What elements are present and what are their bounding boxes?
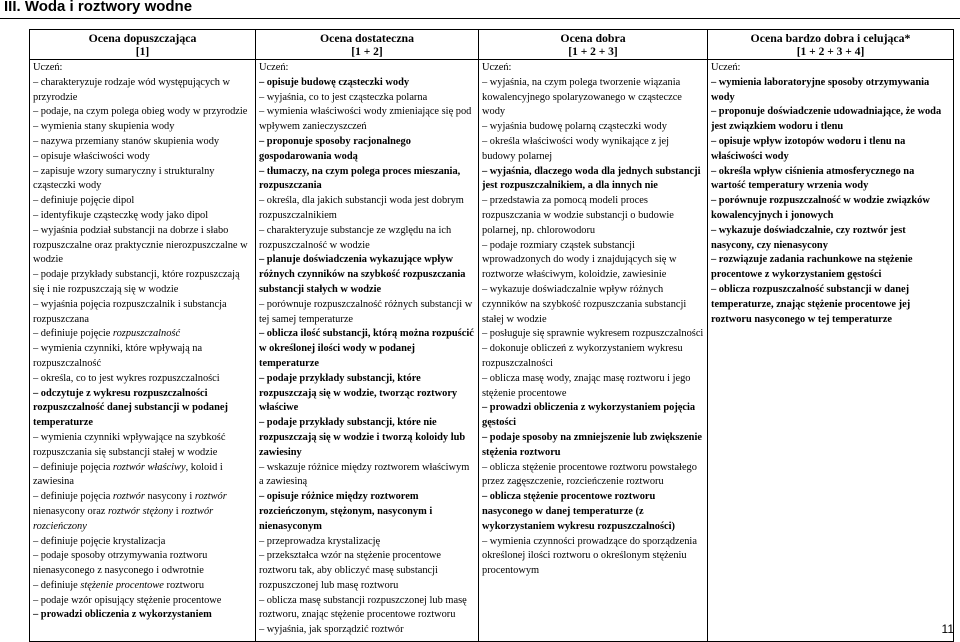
requirement-text: – wskazuje różnice między roztworem właściwym a zawiesiną	[259, 461, 470, 488]
column-header-title: Ocena dobra	[560, 30, 626, 45]
requirement-text: – posługuje się sprawnie wykresem rozpuszczalności	[482, 328, 704, 340]
title-divider	[0, 18, 960, 19]
requirement-item	[33, 608, 253, 623]
page-number: 11	[941, 622, 954, 636]
requirements-list	[711, 76, 951, 328]
column-header-levels: [1 + 2]	[351, 45, 383, 58]
requirement-text: – dokonuje obliczeń z wykorzystaniem wykresu rozpuszczalności	[482, 343, 683, 369]
requirement-item	[482, 135, 705, 165]
requirement-text: – wyjaśnia pojęcia rozpuszczalnik i substancja rozpuszczana	[33, 298, 227, 325]
column-header-title: Ocena bardzo dobra i celująca*	[750, 30, 911, 45]
column-header-title: Ocena dopuszczająca	[88, 30, 197, 45]
requirement-item	[259, 253, 476, 297]
requirement-text: stężenie procentowe	[80, 579, 164, 591]
requirement-item	[711, 76, 951, 106]
requirement-text: – definiuje pojęcie	[33, 328, 113, 340]
requirement-text: – odczytuje z wykresu rozpuszczalności rozpuszczalność danej substancji w podanej temperaturze	[33, 387, 228, 429]
requirement-text: – definiuje	[33, 579, 81, 591]
requirement-item	[259, 165, 476, 195]
requirements-cell-dostateczna	[256, 60, 479, 642]
requirement-text: – przeprowadza krystalizację	[259, 535, 381, 547]
header-grade-dostateczna	[256, 30, 479, 60]
requirement-text: – identyfikuje cząsteczkę wody jako dipol	[33, 209, 209, 221]
requirement-item	[259, 623, 476, 638]
requirement-item	[482, 165, 705, 195]
requirement-text: – opisuje właściwości wody	[33, 150, 150, 162]
requirement-item	[33, 594, 253, 609]
requirement-item	[482, 120, 705, 135]
requirement-item	[259, 298, 476, 328]
requirement-text: – wymienia czynniki wpływające na szybkość rozpuszczania się substancji stałej w wodzie	[33, 431, 226, 458]
requirement-text: – określa, co to jest wykres rozpuszczalności	[33, 372, 220, 384]
requirement-text: – wyjaśnia, co to jest cząsteczka polarna	[259, 91, 428, 103]
requirement-text: – określa wpływ ciśnienia atmosferycznego na wartość temperatury wrzenia wody	[711, 165, 915, 192]
requirement-text: – podaje przykłady substancji, które nie rozpuszczają się w wodzie i tworzą koloidy lub zawiesiny	[259, 417, 466, 458]
requirement-item	[33, 490, 253, 534]
header-grade-dopuszczajaca	[30, 30, 256, 60]
requirement-item	[33, 549, 253, 579]
requirement-item	[482, 76, 705, 120]
grade-requirements-table	[29, 29, 954, 642]
cell-intro: Uczeń:	[259, 62, 289, 73]
requirement-text: – tłumaczy, na czym polega proces mieszania, rozpuszczania	[259, 165, 461, 192]
requirement-text: – wyjaśnia, na czym polega tworzenie wiązania kowalencyjnego spolaryzowanego w cząsteczce wody	[482, 76, 682, 118]
requirement-item	[482, 327, 705, 342]
requirement-text: – definiuje pojęcia	[33, 461, 113, 473]
requirement-item	[33, 387, 253, 431]
requirement-item	[259, 224, 476, 254]
requirement-item	[711, 283, 951, 327]
requirement-text: roztwór stężony	[108, 505, 174, 517]
requirement-item	[482, 461, 705, 491]
requirement-text: – rozwiązuje zadania rachunkowe na stężenie procentowe z wykorzystaniem gęstości	[711, 254, 913, 281]
requirement-text: – prowadzi obliczenia z wykorzystaniem	[33, 609, 212, 621]
requirement-item	[482, 490, 705, 534]
requirement-item	[33, 150, 253, 165]
requirement-text: – przekształca wzór na stężenie procentowe roztworu tak, aby obliczyć masę substancji rozpuszczonej lub masę roztworu	[259, 550, 442, 591]
requirement-text: – porównuje rozpuszczalność w wodzie związków kowalencyjnych i jonowych	[711, 195, 930, 221]
requirement-item	[482, 239, 705, 283]
requirement-text: – oblicza rozpuszczalność substancji w danej temperaturze, znając stężenie procentowe jej roztworu nasyconego w tej temperaturze	[711, 283, 911, 325]
requirement-text: – oblicza ilość substancji, którą można rozpuścić w określonej ilości wody w podanej temperaturze	[259, 328, 474, 369]
requirement-item	[482, 535, 705, 579]
requirement-item	[711, 253, 951, 283]
requirement-text: – oblicza masę substancji rozpuszczonej lub masę roztworu, znając stężenie procentowe roztworu	[259, 594, 467, 621]
requirement-text: – wyjaśnia budowę polarną cząsteczki wody	[482, 121, 667, 133]
requirement-text: – wykazuje doświadczalnie wpływ różnych czynników na szybkość rozpuszczania substancji stałej w wodzie	[482, 283, 687, 325]
requirement-text: – proponuje doświadczenie udowadniające, że woda jest związkiem wodoru i tlenu	[711, 106, 942, 133]
requirement-item	[33, 579, 253, 594]
requirement-item	[33, 372, 253, 387]
requirement-item	[33, 120, 253, 135]
section-title: III. Woda i roztwory wodne	[4, 0, 193, 15]
requirement-item	[482, 372, 705, 402]
requirement-item	[33, 209, 253, 224]
requirement-text: – określa, dla jakich substancji woda jest dobrym rozpuszczalnikiem	[259, 195, 464, 221]
requirement-text: – porównuje rozpuszczalność różnych substancji w tej samej temperaturze	[259, 298, 473, 325]
header-grade-bardzo-dobra	[708, 30, 954, 60]
requirement-text: – przedstawia za pomocą modeli proces rozpuszczania w wodzie substancji o budowie polarnej, np. chlorowodoru	[482, 195, 674, 236]
requirement-text: – oblicza masę wody, znając masę roztworu i jego stężenie procentowe	[482, 372, 691, 399]
requirement-item	[711, 194, 951, 224]
requirement-text: – wymienia stany skupienia wody	[33, 121, 175, 133]
cell-intro: Uczeń:	[33, 62, 63, 73]
requirements-cell-bardzo-dobra	[708, 60, 954, 642]
requirement-text: – podaje sposoby otrzymywania roztworu nienasyconego z nasyconego i odwrotnie	[33, 550, 208, 577]
requirement-text: – opisuje wpływ izotopów wodoru i tlenu na właściwości wody	[711, 135, 906, 162]
requirement-text: roztwór rozcieńczony	[33, 505, 214, 532]
requirement-item	[711, 105, 951, 135]
requirement-text: – oblicza stężenie procentowe roztworu powstałego przez zagęszczenie, rozcieńczenie roztworu	[482, 461, 697, 488]
requirement-text: – wymienia właściwości wody zmieniające się pod wpływem zanieczyszczeń	[259, 106, 472, 133]
header-grade-dobra	[479, 30, 708, 60]
requirement-text: – definiuje pojęcie dipol	[33, 195, 135, 207]
requirement-text: – podaje przykłady substancji, które rozpuszczają się i nie rozpuszczają się w wodzie	[33, 269, 240, 295]
requirement-text: – podaje rozmiary cząstek substancji wprowadzonych do wody i znajdujących się w roztworze właściwym, koloidzie, zawiesinie	[482, 239, 677, 281]
requirements-list	[33, 76, 253, 623]
requirement-item	[482, 194, 705, 238]
requirement-text: – oblicza stężenie procentowe roztworu nasyconego w danej temperaturze (z wykorzystaniem wykresu rozpuszczalności)	[482, 491, 675, 532]
requirement-text: – planuje doświadczenia wykazujące wpływ różnych czynników na szybkość rozpuszczania substancji stałych w wodzie	[259, 254, 466, 295]
column-header-levels: [1 + 2 + 3 + 4]	[796, 45, 865, 58]
requirement-item	[259, 416, 476, 460]
requirement-item	[33, 535, 253, 550]
requirement-item	[259, 76, 476, 91]
requirement-text: – wymienia laboratoryjne sposoby otrzymywania wody	[711, 76, 930, 103]
cell-intro: Uczeń:	[711, 62, 741, 73]
requirement-item	[259, 461, 476, 491]
requirements-cell-dobra	[479, 60, 708, 642]
requirement-item	[482, 431, 705, 461]
column-header-levels: [1 + 2 + 3]	[568, 45, 618, 58]
requirement-item	[33, 76, 253, 106]
requirement-text: rozpuszczalność	[112, 328, 181, 340]
requirement-text: – definiuje pojęcie krystalizacja	[33, 535, 166, 547]
requirement-text: roztwór	[194, 491, 227, 503]
requirement-text: – wymienia czynności prowadzące do sporządzenia określonej ilości roztworu o określonym stężeniu procentowym	[482, 535, 697, 577]
requirement-item	[259, 372, 476, 416]
requirement-item	[33, 105, 253, 120]
requirement-text: – definiuje pojęcia	[33, 491, 113, 503]
requirement-text: – wyjaśnia, jak sporządzić roztwór	[259, 624, 404, 636]
header-row	[30, 30, 954, 60]
requirement-item	[259, 135, 476, 165]
requirement-text: i	[173, 505, 182, 517]
requirement-text: – nazywa przemiany stanów skupienia wody	[33, 135, 220, 147]
requirement-text: – wyjaśnia podział substancji na dobrze i słabo rozpuszczalne oraz praktycznie nierozpuszczalne w wodzie	[33, 224, 248, 266]
requirement-text: – wyjaśnia, dlaczego woda dla jednych substancji jest rozpuszczalnikiem, a dla innych nie	[482, 165, 701, 192]
requirement-item	[259, 105, 476, 135]
requirement-item	[482, 283, 705, 327]
requirement-item	[711, 224, 951, 254]
requirement-item	[259, 490, 476, 534]
requirement-item	[33, 194, 253, 209]
column-header-levels: [1]	[135, 45, 150, 58]
requirement-item	[33, 431, 253, 461]
requirement-item	[33, 342, 253, 372]
requirement-text: – charakteryzuje substancje ze względu na ich rozpuszczalność w wodzie	[259, 224, 452, 251]
requirements-cell-dopuszczajaca	[30, 60, 256, 642]
requirement-text: – charakteryzuje rodzaje wód występujących w przyrodzie	[33, 76, 231, 103]
requirement-text: – określa właściwości wody wynikające z jej budowy polarnej	[482, 135, 669, 162]
requirement-item	[711, 165, 951, 195]
requirement-item	[259, 327, 476, 371]
requirements-list	[482, 76, 705, 579]
cell-intro: Uczeń:	[482, 62, 512, 73]
requirement-item	[33, 327, 253, 342]
requirements-list	[259, 76, 476, 638]
requirement-item	[33, 165, 253, 195]
requirement-text: – wykazuje doświadczalnie, czy roztwór jest nasycony, czy nienasycony	[711, 224, 906, 251]
requirement-item	[33, 461, 253, 491]
column-header-title: Ocena dostateczna	[319, 30, 415, 45]
requirement-text: roztwór	[112, 491, 145, 503]
requirement-text: roztwór właściwy	[112, 461, 186, 473]
requirement-text: – podaje przykłady substancji, które rozpuszczają się w wodzie, tworząc roztwory właściwe	[259, 372, 458, 414]
requirement-text: – podaje, na czym polega obieg wody w przyrodzie	[33, 106, 248, 118]
requirement-text: – podaje sposoby na zmniejszenie lub zwiększenie stężenia roztworu	[482, 431, 702, 458]
requirement-item	[33, 298, 253, 328]
requirement-item	[33, 224, 253, 268]
requirement-text: – prowadzi obliczenia z wykorzystaniem pojęcia gęstości	[482, 402, 696, 429]
requirement-item	[259, 91, 476, 106]
requirement-text: , koloid i zawiesina	[33, 461, 223, 488]
requirement-item	[259, 549, 476, 593]
requirement-text: – proponuje sposoby racjonalnego gospodarowania wodą	[259, 135, 411, 162]
requirement-text: – opisuje budowę cząsteczki wody	[259, 76, 410, 88]
requirement-item	[259, 194, 476, 224]
requirements-row	[30, 60, 954, 642]
requirement-item	[482, 342, 705, 372]
requirement-item	[259, 535, 476, 550]
requirement-text: – podaje wzór opisujący stężenie procentowe	[33, 594, 222, 606]
requirement-item	[259, 594, 476, 624]
requirement-item	[33, 268, 253, 298]
requirement-text: – opisuje różnice między roztworem rozcieńczonym, stężonym, nasyconym i nienasyconym	[259, 491, 433, 532]
requirement-item	[482, 401, 705, 431]
requirement-text: nasycony i	[144, 491, 195, 503]
requirement-item	[33, 135, 253, 150]
requirement-item	[711, 135, 951, 165]
requirement-text: – zapisuje wzory sumaryczny i strukturalny cząsteczki wody	[33, 165, 215, 192]
requirement-text: – wymienia czynniki, które wpływają na rozpuszczalność	[33, 343, 203, 369]
requirement-text: nienasycony oraz	[33, 505, 109, 517]
requirement-text: roztworu	[163, 579, 205, 591]
